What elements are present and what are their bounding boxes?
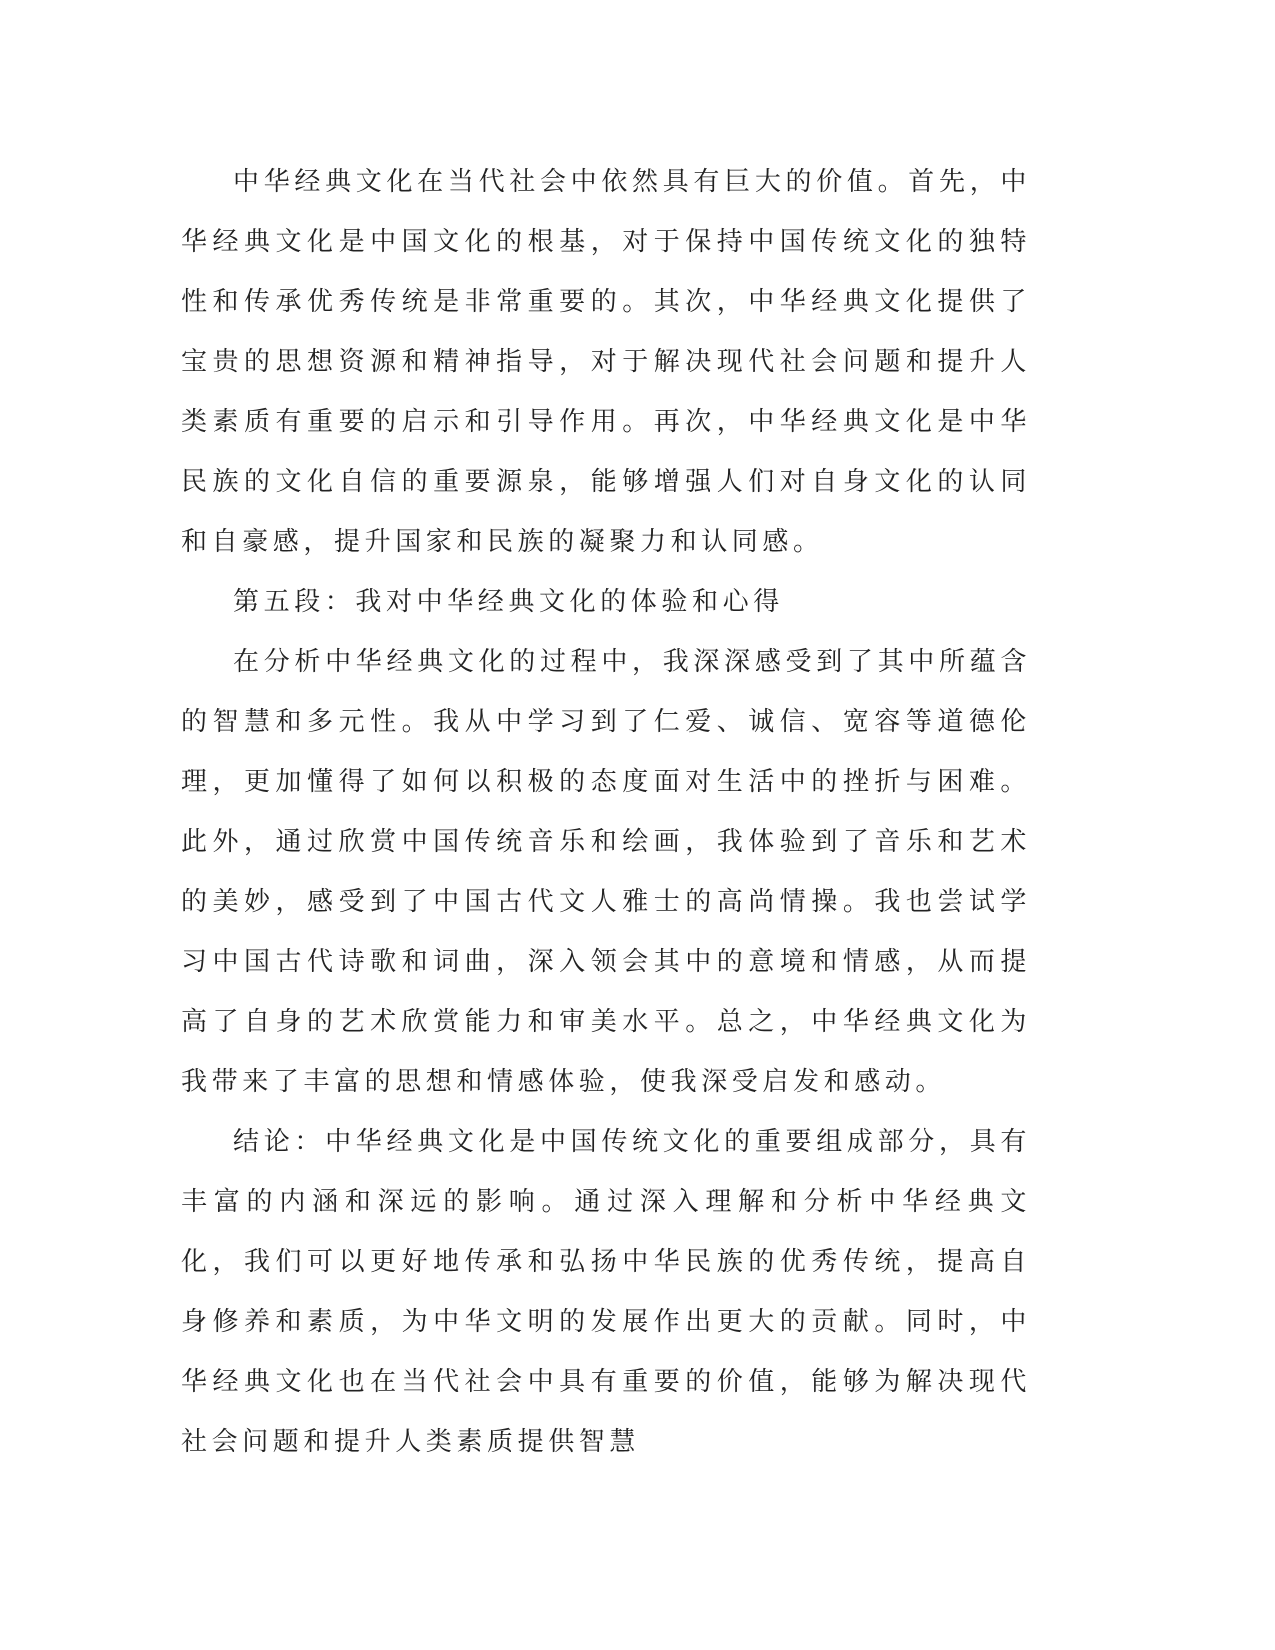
document-page: [181, 152, 1031, 1472]
paragraph-value-of-classics: 中华经典文化在当代社会中依然具有巨大的价值。首先，中华经典文化是中国文化的根基，对于保持中国传统文化的独特性和传承优秀传统是非常重要的。其次，中华经典文化提供了宝贵的思想资源和精神指导，对于解决现代社会问题和提升人类素质有重要的启示和引导作用。再次，中华经典文化是中华民族的文化自信的重要源泉，能够增强人们对自身文化的认同和自豪感，提升国家和民族的凝聚力和认同感。: [181, 167, 1031, 557]
section-heading-five: 第五段：我对中华经典文化的体验和心得: [233, 587, 784, 617]
paragraph-conclusion: 结论：中华经典文化是中国传统文化的重要组成部分，具有丰富的内涵和深远的影响。通过深入理解和分析中华经典文化，我们可以更好地传承和弘扬中华民族的优秀传统，提高自身修养和素质，为中华文明的发展作出更大的贡献。同时，中华经典文化也在当代社会中具有重要的价值，能够为解决现代社会问题和提升人类素质提供智慧: [181, 1127, 1031, 1457]
paragraph-experience: 在分析中华经典文化的过程中，我深深感受到了其中所蕴含的智慧和多元性。我从中学习到了仁爱、诚信、宽容等道德伦理，更加懂得了如何以积极的态度面对生活中的挫折与困难。此外，通过欣赏中国传统音乐和绘画，我体验到了音乐和艺术的美妙，感受到了中国古代文人雅士的高尚情操。我也尝试学习中国古代诗歌和词曲，深入领会其中的意境和情感，从而提高了自身的艺术欣赏能力和审美水平。总之，中华经典文化为我带来了丰富的思想和情感体验，使我深受启发和感动。: [181, 647, 1031, 1097]
